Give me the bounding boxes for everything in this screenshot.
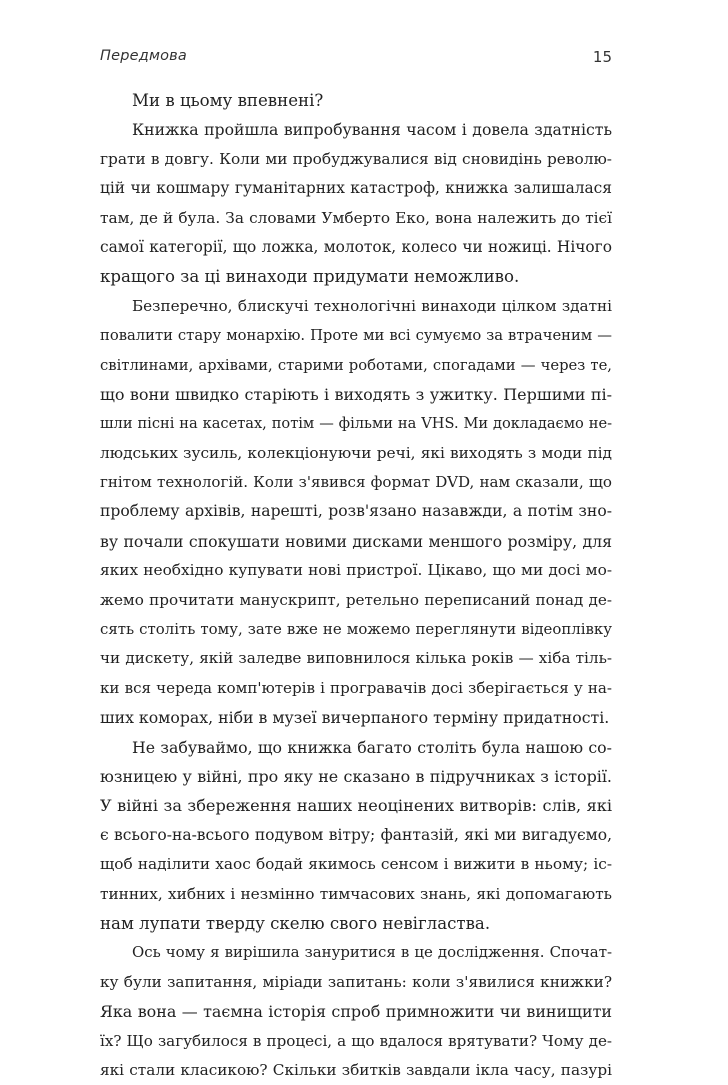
paragraph-5	[100, 938, 612, 1085]
text-line: чи дискету, якій заледве виповнилося кілька років — хіба тіль-	[100, 649, 612, 668]
text-line: ву почали спокушати новими дисками меншого розміру, для	[100, 531, 612, 551]
text-line: Книжка пройшла випробування часом і довела здатність	[132, 120, 612, 140]
text-line: кращого за ці винаходи придумати неможливо.	[100, 267, 520, 287]
text-line: жемо прочитати манускрипт, ретельно переписаний понад де-	[100, 590, 612, 609]
text-line: грати в довгу. Коли ми пробуджувалися від сновидінь револю-	[100, 149, 612, 168]
section-title: Передмова	[100, 48, 188, 64]
paragraph-4	[100, 733, 612, 939]
text-line: ку були запитання, міріади запитань: коли з'явилися книжки?	[100, 972, 612, 991]
text-line: ки вся череда комп'ютерів і програвачів досі зберігається у на-	[100, 678, 612, 697]
text-line: там, де й була. За словами Умберто Еко, вона належить до тієї	[100, 208, 612, 227]
text-line: тинних, хибних і незмінно тимчасових знань, які допомагають	[100, 884, 612, 903]
paragraph-2	[100, 115, 612, 291]
text-line: Ми в цьому впевнені?	[132, 91, 324, 110]
text-line: їх? Що загубилося в процесі, а що вдалося врятувати? Чому де-	[100, 1031, 612, 1050]
text-line: Яка вона — таємна історія спроб примножити чи винищити	[100, 1002, 612, 1022]
text-line: ших коморах, ніби в музеї вичерпаного терміну придатності.	[100, 708, 610, 728]
text-line: цій чи кошмару гуманітарних катастроф, книжка залишалася	[100, 179, 612, 198]
text-line: самої категорії, що ложка, молоток, колесо чи ножиці. Нічого	[100, 237, 612, 256]
text-line: є всього-на-всього подувом вітру; фантазій, які ми вигадуємо,	[100, 825, 612, 844]
text-line: що вони швидко старіють і виходять з ужитку. Першими пі-	[100, 384, 612, 404]
running-head	[100, 48, 612, 72]
text-line: У війні за збереження наших неоцінених витворів: слів, які	[100, 796, 612, 816]
text-line: гнітом технологій. Коли з'явився формат DVD, нам сказали, що	[100, 473, 612, 492]
text-line: шли пісні на касетах, потім — фільми на VHS. Ми докладаємо не-	[100, 415, 612, 433]
text-line: щоб наділити хаос бодай якимось сенсом і вижити в ньому; іс-	[100, 855, 612, 874]
text-line: Безперечно, блискучі технологічні винаходи цілком здатні	[132, 296, 612, 315]
paragraph-1	[100, 86, 612, 115]
text-line: сять століть тому, зате вже не можемо переглянути відеоплівку	[100, 620, 612, 639]
text-line: людських зусиль, колекціонуючи речі, які виходять з моди під	[100, 443, 612, 462]
page-number: 15	[592, 48, 612, 66]
text-line: Ось чому я вирішила зануритися в це дослідження. Спочат-	[132, 943, 612, 962]
text-line: повалити стару монархію. Проте ми всі сумуємо за втраченим —	[100, 327, 612, 345]
text-line: яких необхідно купувати нові пристрої. Цікаво, що ми досі мо-	[100, 561, 612, 580]
text-line: світлинами, архівами, старими роботами, спогадами — через те,	[100, 356, 612, 374]
text-line: проблему архівів, нарешті, розв'язано назавжди, а потім зно-	[100, 502, 612, 521]
text-line: які стали класикою? Скільки збитків завдали ікла часу, пазурі	[100, 1060, 612, 1079]
paragraph-3	[100, 292, 612, 733]
text-line: юзницею у війні, про яку не сказано в підручниках з історії.	[100, 766, 612, 786]
text-line: Не забуваймо, що книжка багато століть була нашою со-	[132, 737, 612, 757]
text-body	[100, 86, 612, 1085]
text-line: нам лупати тверду скелю свого невігластва.	[100, 913, 491, 933]
